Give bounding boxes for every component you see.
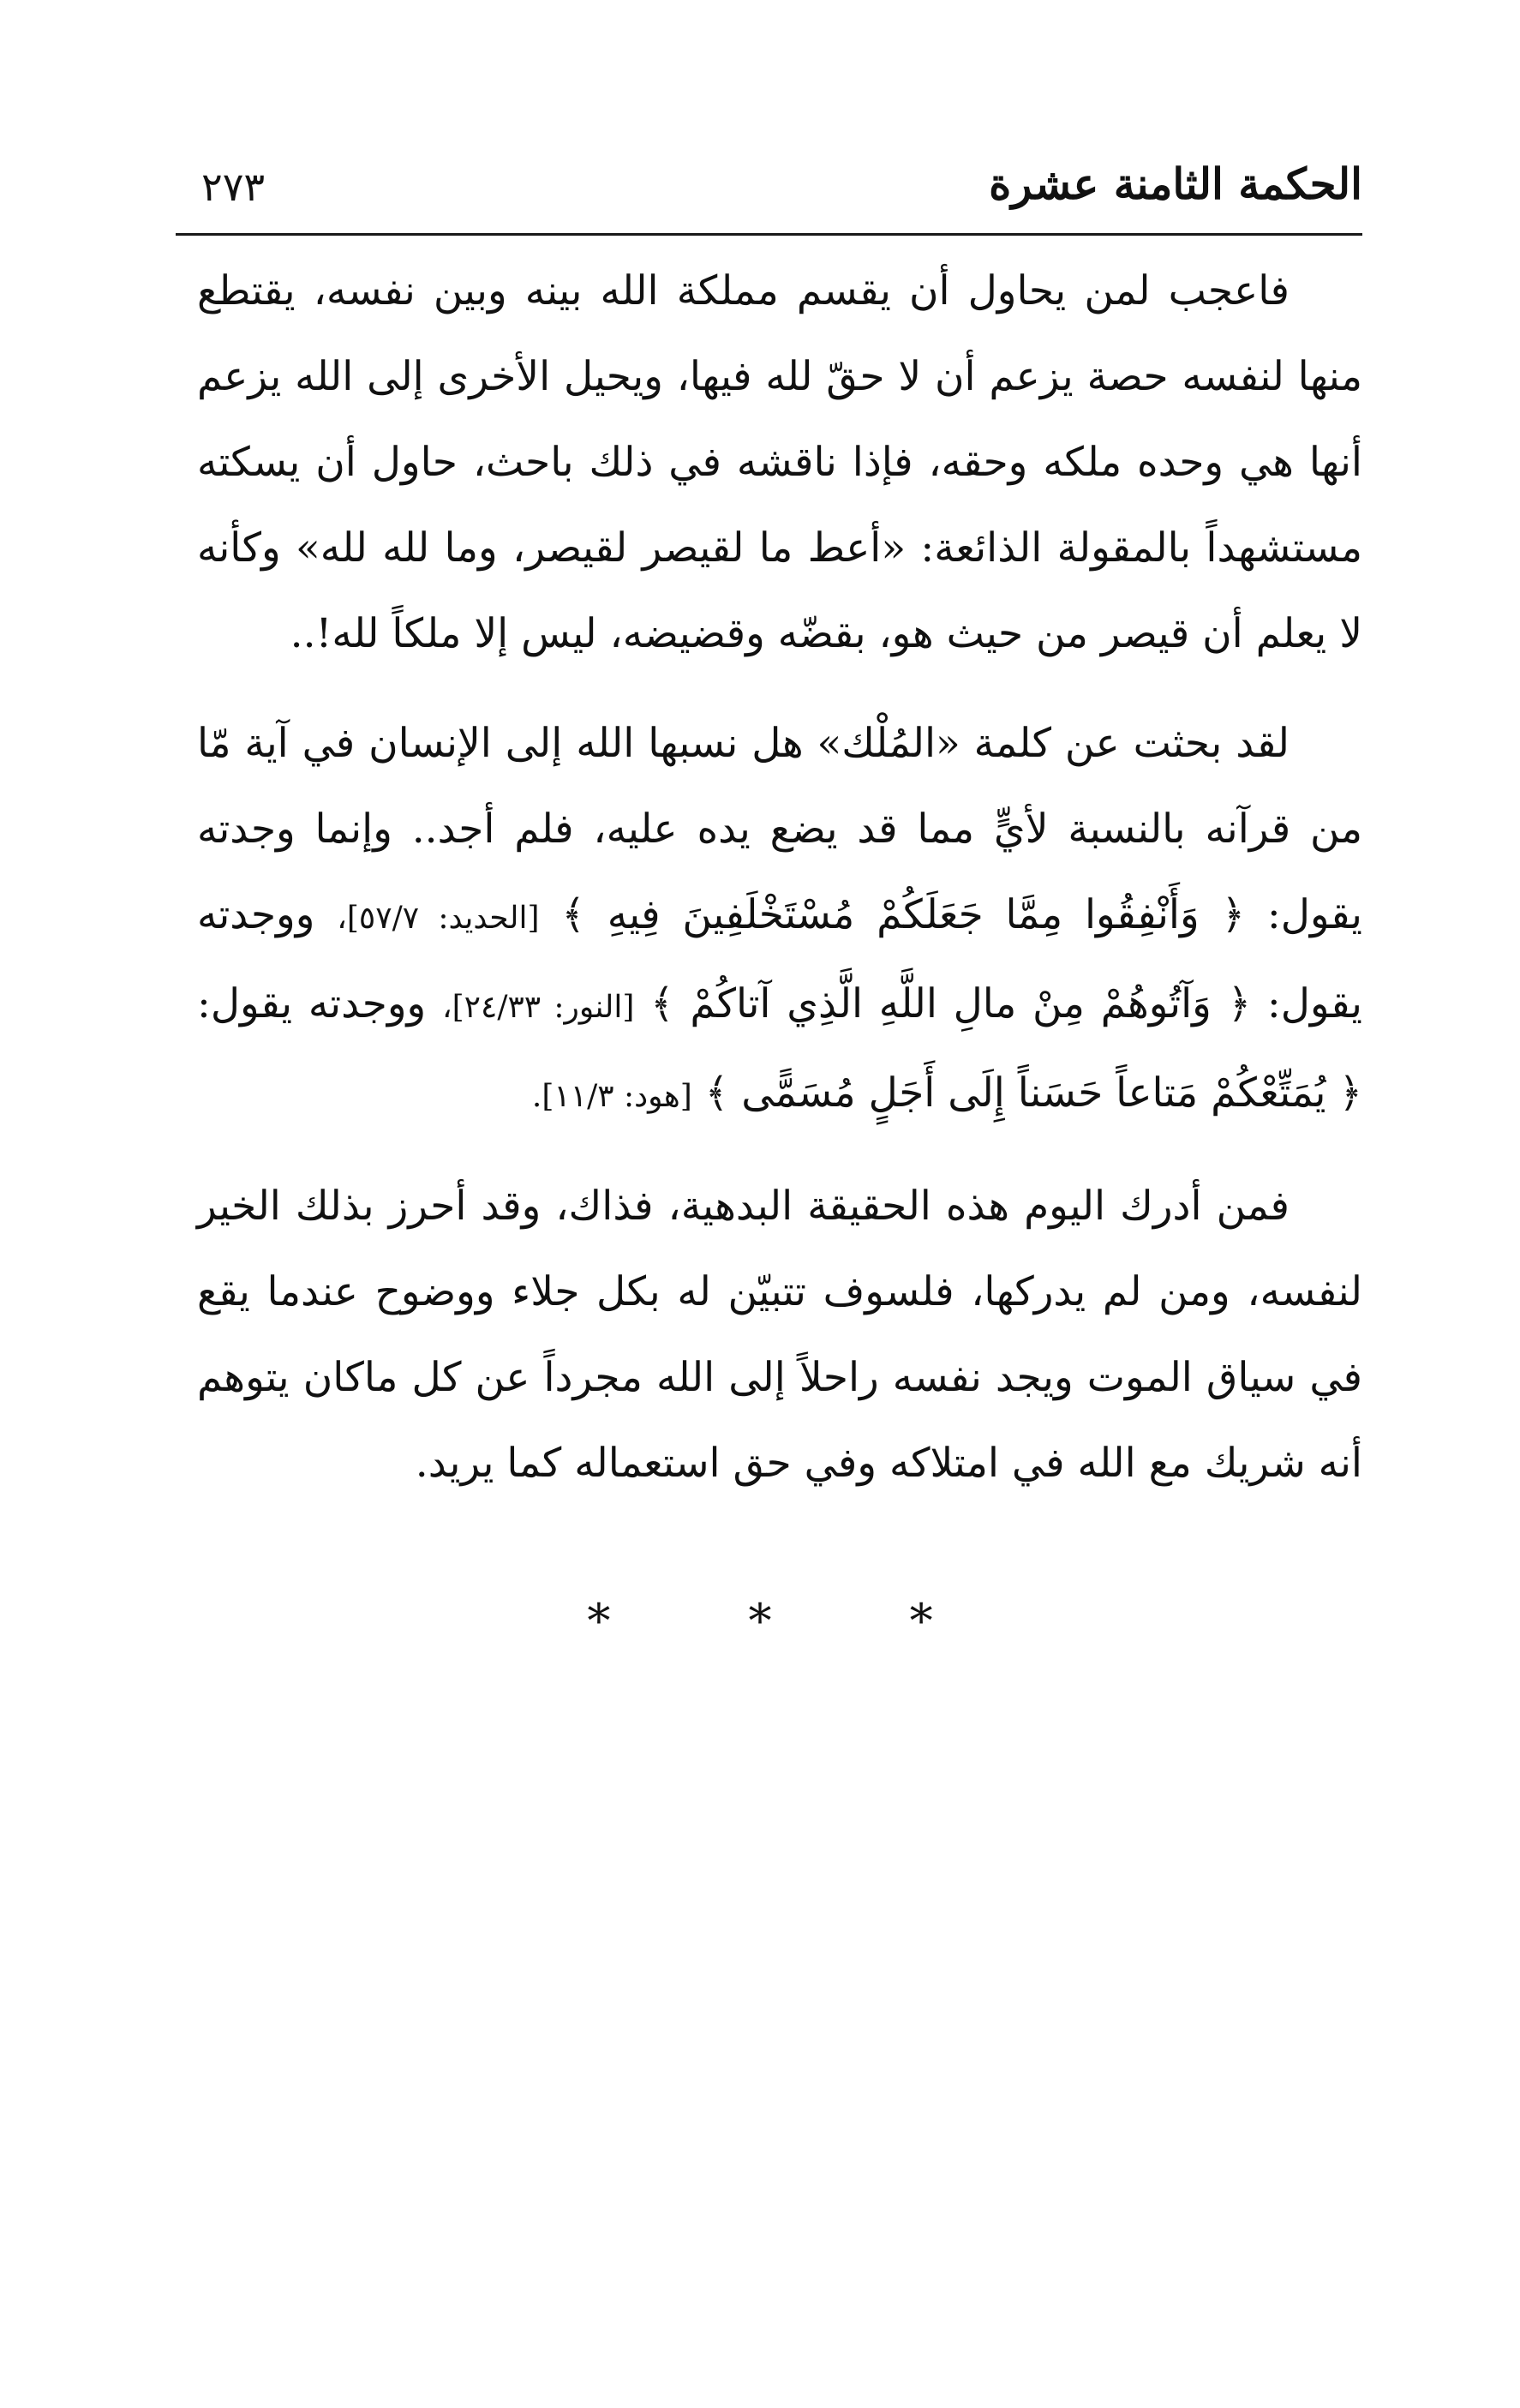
asterisk-mark: * [587, 1594, 611, 1648]
section-separator [0, 1594, 1520, 1648]
verse-reference-2: [النور: ٢٤/٣٣]، [441, 990, 635, 1025]
running-header [176, 159, 1362, 227]
page-number: ٢٧٣ [201, 164, 266, 210]
asterisk-mark: * [748, 1594, 772, 1648]
asterisk-mark: * [909, 1594, 933, 1648]
quran-verse-3: ﴿ يُمَتِّعْكُمْ مَتاعاً حَسَناً إِلَى أَجَلٍ مُسَمًّى ﴾ [704, 1069, 1362, 1117]
paragraph-3: فمن أدرك اليوم هذه الحقيقة البدهية، فذاك، وقد أحرز بذلك الخير لنفسه، ومن لم يدركها، فلسوف تتبيّن له بكل جلاء ووضوح عندما يقع في سياق الموت ويجد نفسه راحلاً إلى الله مجرداً عن كل ماكان يتوهم أنه شريك مع الله في امتلاكه وفي حق استعماله كما يريد. [197, 1183, 1362, 1487]
verse-joiner-2: ووجدته يقول: [197, 980, 427, 1027]
page-body [197, 249, 1362, 1506]
paragraph-1: فاعجب لمن يحاول أن يقسم مملكة الله بينه وبين نفسه، يقتطع منها لنفسه حصة يزعم أن لا حقّ لله فيها، ويحيل الأخرى إلى الله يزعم أنها هي وحده ملكه وحقه، فإذا ناقشه في ذلك باحث، حاول أن يسكته مستشهداً بالمقولة الذائعة: «أعط ما لقيصر لقيصر، وما لله لله» وكأنه لا يعلم أن قيصر من حيث هو، بقضّه وقضيضه، ليس إلا ملكاً لله!.. [197, 267, 1362, 657]
paragraph-2 [197, 701, 1362, 1140]
quran-verse-1: ﴿ وَأَنْفِقُوا مِمَّا جَعَلَكُمْ مُسْتَخْلَفِينَ فِيهِ ﴾ [561, 891, 1246, 938]
verse-reference-1: [الحديد: ٥٧/٧]، [337, 901, 540, 936]
quran-verse-2: ﴿ وَآتُوهُمْ مِنْ مالِ اللَّهِ الَّذِي آتاكُمْ ﴾ [650, 980, 1252, 1027]
paragraph-2-intro: لقد بحثت عن كلمة «المُلْك» هل نسبها الله إلى الإنسان في آية مّا من قرآنه بالنسبة لأيٍّ مما قد يضع يده عليه، فلم أجد.. وإنما وجدته يقول: [197, 720, 1362, 938]
header-divider [176, 233, 1362, 236]
chapter-title: الحكمة الثامنة عشرة [989, 159, 1362, 209]
verse-reference-3: [هود: ١١/٣]. [531, 1079, 692, 1114]
verse-joiner-1: ووجدته يقول: [197, 891, 1362, 1027]
